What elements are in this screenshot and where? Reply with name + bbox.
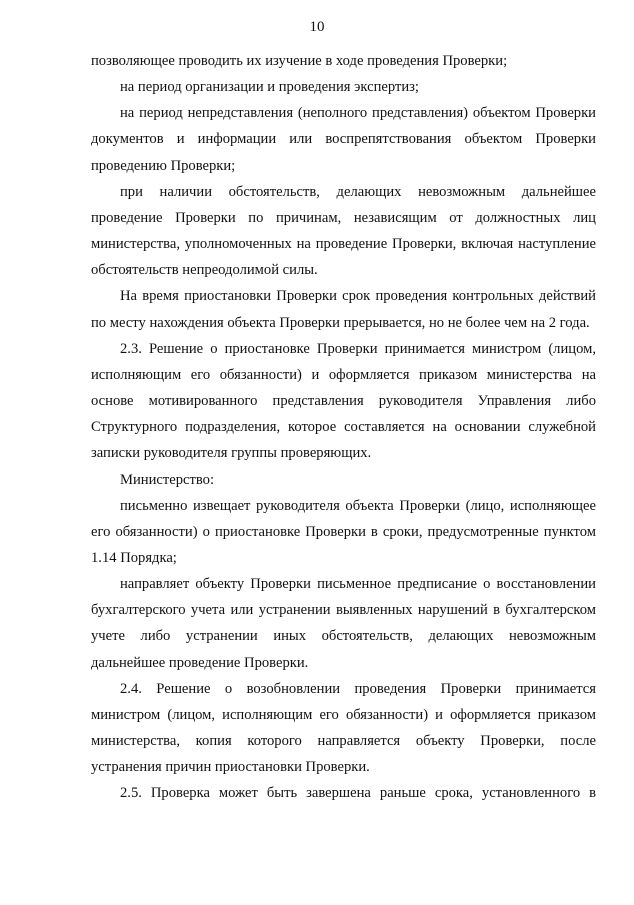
clause-2-5: 2.5. Проверка может быть завершена раньше срока, установленного в — [120, 785, 596, 802]
paragraph-suspension-term: На время приостановки Проверки срок проведения контрольных действий по месту нахождения объекта Проверки прерывается, но не более чем на 2 года. — [91, 288, 596, 331]
list-item-expertise-period: на период организации и проведения экспертиз; — [120, 79, 419, 96]
page-number: 10 — [309, 19, 325, 35]
paragraph-continuation: позволяющее проводить их изучение в ходе проведения Проверки; — [91, 53, 508, 69]
paragraph-ministry-heading: Министерство: — [120, 471, 215, 488]
list-item-directs: направляет объекту Проверки письменное предписание о восстановлении бухгалтерского учета или устранении выявленных нарушений в бухгалтерском учете либо устранении иных обстоятельств, делающих невозможным дальнейшее проведение Проверки. — [91, 576, 596, 671]
list-item-notifies: письменно извещает руководителя объекта Проверки (лицо, исполняющее его обязанности) о приостановке Проверки в сроки, предусмотренные пунктом 1.14 Порядка; — [91, 497, 596, 566]
document-body — [91, 48, 596, 807]
list-item-force-majeure: при наличии обстоятельств, делающих невозможным дальнейшее проведение Проверки по причинам, независящим от должностных лиц министерства, уполномоченных на проведение Проверки, включая наступление обстоятельств непреодолимой силы. — [91, 183, 596, 279]
clause-2-4: 2.4. Решение о возобновлении проведения Проверки принимается министром (лицом, исполняющим его обязанности) и оформляется приказом министерства, копия которого направляется объекту Проверки, после устранения причин приостановки Проверки. — [91, 680, 596, 776]
list-item-nonsubmission-period: на период непредставления (неполного представления) объектом Проверки документов и информации или воспрепятствования объектом Проверки проведению Проверки; — [91, 105, 596, 174]
clause-2-3: 2.3. Решение о приостановке Проверки принимается министром (лицом, исполняющим его обязанности) и оформляется приказом министерства на основе мотивированного представления руководителя Управления либо Структурного подразделения, которое составляется на основании служебной записки руководителя группы проверяющих. — [91, 340, 596, 462]
